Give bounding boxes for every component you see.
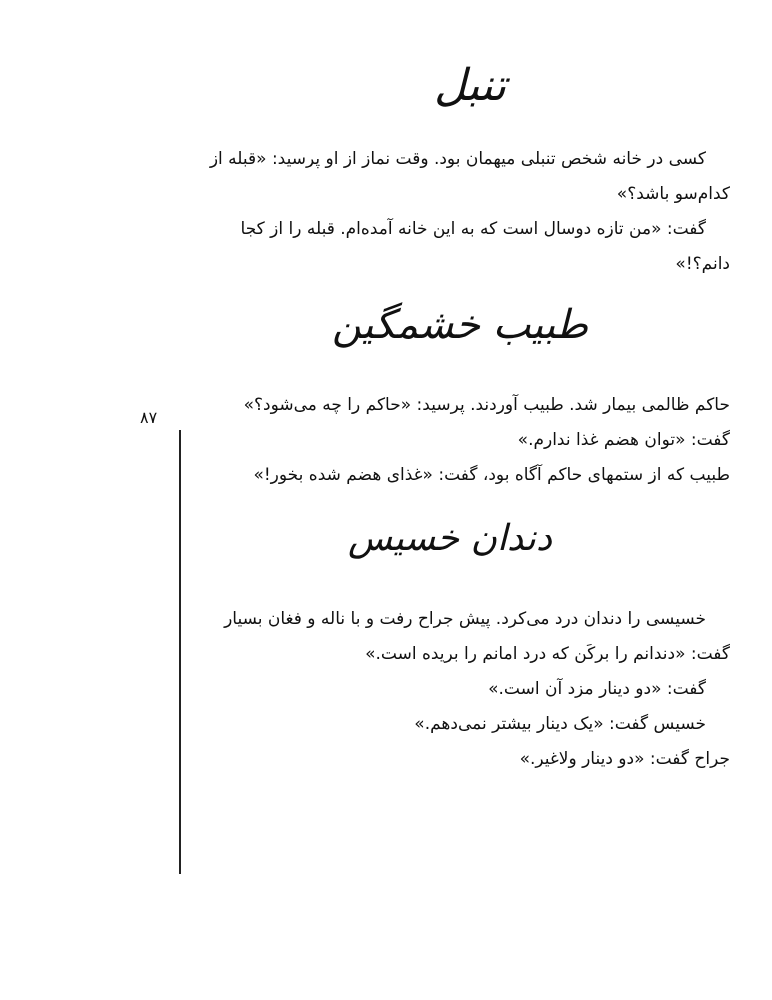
story-line: دانم؟!» xyxy=(675,254,730,274)
story-line: گفت: «دو دینار مزد آن است.» xyxy=(488,679,706,699)
story-line: خسیس گفت: «یک دینار بیشتر نمی‌دهم.» xyxy=(414,714,706,734)
page-number: ۸۷ xyxy=(140,408,158,427)
story-line: گفت: «من تازه دوسال است که به این خانه آمده‌ام. قبله را از کجا xyxy=(240,219,706,239)
margin-rule xyxy=(179,430,181,874)
story-line: کسی در خانه شخص تنبلی میهمان بود. وقت نماز از او پرسید: «قبله از xyxy=(209,149,706,169)
story-title-angry-doctor: طبیب خشمگین xyxy=(331,302,589,348)
story-line: حاکم ظالمی بیمار شد. طبیب آوردند. پرسید: «حاکم را چه می‌شود؟» xyxy=(243,395,730,415)
story-line: خسیسی را دندان درد می‌کرد. پیش جراح رفت و با ناله و فغان بسیار xyxy=(224,609,706,629)
story-title-miser-tooth: دندان خسیس xyxy=(348,518,552,559)
story-line: گفت: «توان هضم غذا ندارم.» xyxy=(517,430,730,450)
story-line: طبیب که از ستمهای حاکم آگاه بود، گفت: «غذای هضم شده بخور!» xyxy=(253,465,730,485)
story-line: جراح گفت: «دو دینار ولاغیر.» xyxy=(519,749,730,769)
story-title-lazy: تنبل xyxy=(433,60,507,111)
story-line: کدام‌سو باشد؟» xyxy=(616,184,730,204)
story-line: گفت: «دندانم را برکَن که درد امانم را بریده است.» xyxy=(365,644,730,664)
